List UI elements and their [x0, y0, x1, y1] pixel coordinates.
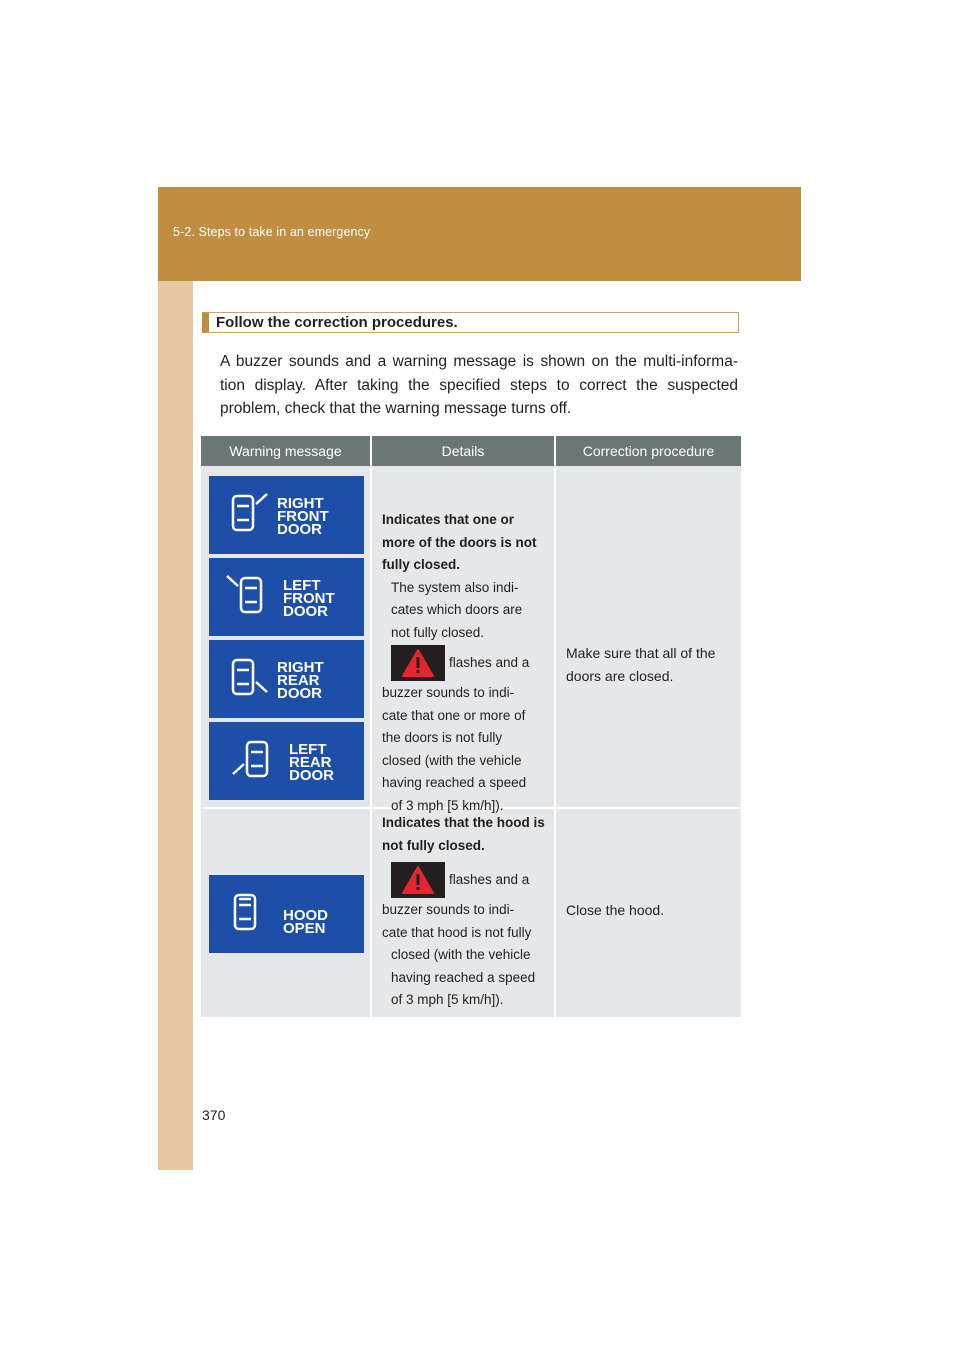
details-line: the doors is not fully: [382, 730, 503, 745]
display-line2: FRONT: [277, 508, 329, 525]
display-left-front-door: [209, 558, 364, 636]
warning-triangle-icon: [402, 648, 434, 678]
display-left-rear-door: [209, 722, 364, 800]
warning-triangle-icon: [402, 865, 434, 895]
header-warning-message: Warning message: [201, 436, 372, 466]
details-line: closed (with the vehicle: [382, 752, 522, 768]
details-line: cate that hood is not fully: [382, 924, 532, 940]
display-line2: REAR: [277, 672, 320, 689]
page-sidebar: [158, 187, 193, 1170]
heading-text: Follow the correction procedures.: [216, 314, 458, 331]
details-text: [382, 509, 537, 817]
display-right-front-door: [209, 476, 364, 554]
correction-text: [566, 899, 664, 922]
details-cell: [372, 466, 556, 813]
details-title-line: fully closed.: [382, 557, 461, 572]
correction-line: doors are closed.: [566, 668, 674, 684]
warning-message-cell: [201, 466, 372, 807]
display-line1: LEFT: [289, 741, 327, 758]
display-line3: DOOR: [277, 521, 322, 538]
header-details: Details: [372, 436, 556, 466]
display-line1: RIGHT: [277, 659, 324, 676]
display-line3: DOOR: [277, 685, 322, 702]
warning-lamp: [391, 645, 445, 681]
details-line: of 3 mph [5 km/h]).: [391, 992, 504, 1007]
details-line: of 3 mph [5 km/h]).: [391, 797, 504, 813]
section-heading: [202, 312, 739, 333]
flash-text: flashes and a: [449, 654, 530, 670]
display-line2: REAR: [289, 754, 332, 771]
table-row: [201, 809, 741, 1019]
display-line3: DOOR: [289, 767, 334, 784]
display-line1: HOOD: [283, 907, 328, 924]
display-line1: LEFT: [283, 577, 321, 594]
display-line2: OPEN: [283, 920, 326, 937]
details-line: closed (with the vehicle: [391, 947, 531, 962]
details-cell: [372, 809, 556, 1017]
display-hood-open: [209, 875, 364, 953]
details-text: [382, 812, 545, 1012]
details-title-line: not fully closed.: [382, 837, 485, 853]
warning-message-cell: [201, 809, 372, 1017]
details-title-line: more of the doors is not: [382, 534, 537, 550]
details-title-line: Indicates that the hood is: [382, 815, 545, 830]
table-header: [201, 436, 741, 466]
details-line: buzzer sounds to indi-: [382, 902, 515, 917]
display-line3: DOOR: [283, 603, 328, 620]
header-correction-procedure: Correction procedure: [582, 443, 715, 459]
page-number: 370: [202, 1107, 226, 1123]
details-line: cates which doors are: [391, 602, 523, 617]
details-line: not fully closed.: [391, 624, 485, 640]
correction-text: [566, 642, 715, 688]
intro-paragraph: A buzzer sounds and a warning message is shown on the multi-informa-tion display. After taking the specified steps to correct the suspected problem, check that the warning message turns off.: [220, 353, 738, 417]
left-rear-door-icon: [209, 722, 364, 800]
correction-cell: [556, 466, 741, 807]
details-line: buzzer sounds to indi-: [382, 685, 515, 700]
correction-line: Close the hood.: [566, 902, 665, 918]
warning-flash-line: [382, 861, 545, 899]
display-line1: RIGHT: [277, 495, 324, 512]
details-line: having reached a speed: [391, 969, 536, 985]
details-line: having reached a speed: [382, 775, 527, 790]
correction-cell: [556, 809, 741, 1017]
details-line: cate that one or more of: [382, 707, 526, 723]
section-title: 5-2. Steps to take in an emergency: [173, 225, 371, 239]
warning-table: [201, 436, 741, 1019]
table-row: [201, 466, 741, 813]
right-front-door-icon: [209, 476, 364, 554]
warning-flash-line: [382, 644, 537, 682]
left-front-door-icon: [209, 558, 364, 636]
flash-text: flashes and a: [449, 871, 530, 887]
right-rear-door-icon: [209, 640, 364, 718]
display-line2: FRONT: [283, 590, 335, 607]
warning-lamp: [391, 862, 445, 898]
details-title-line: Indicates that one or: [382, 512, 515, 527]
hood-open-icon: [209, 875, 364, 953]
correction-line: Make sure that all of the: [566, 645, 716, 661]
display-right-rear-door: [209, 640, 364, 718]
details-line: The system also indi-: [391, 579, 519, 595]
